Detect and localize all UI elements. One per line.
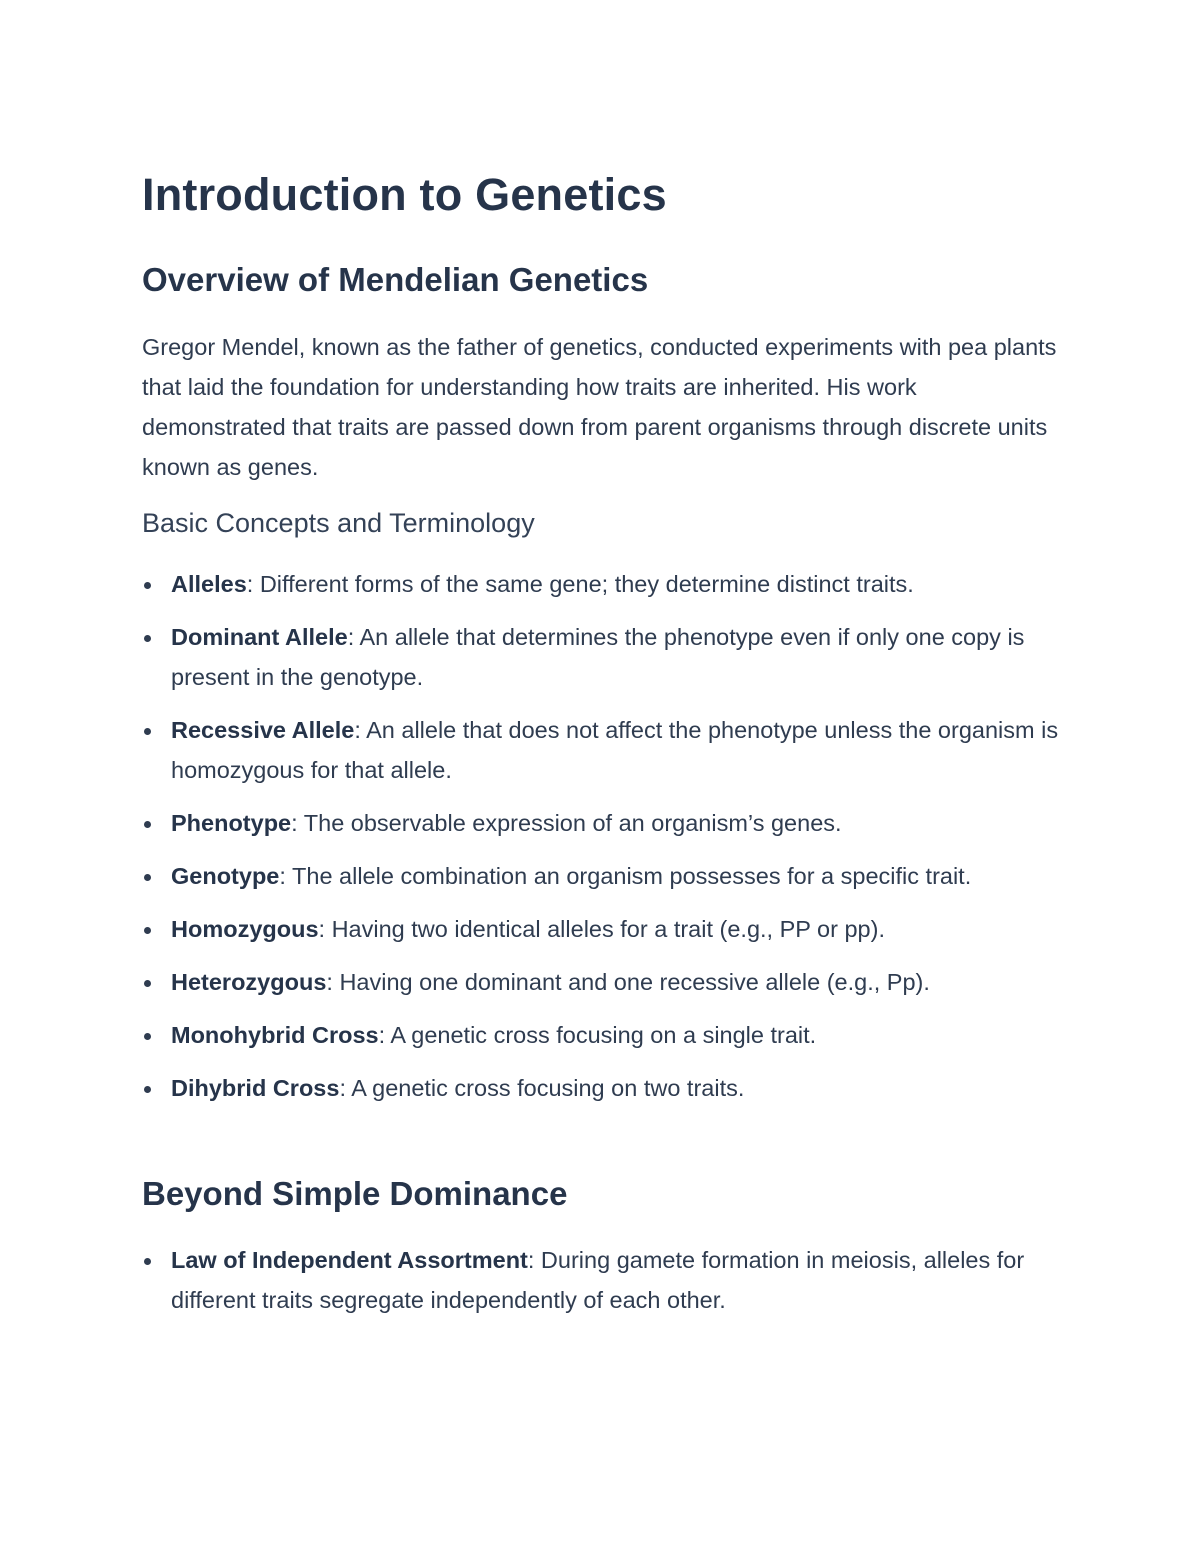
term-definition: : A genetic cross focusing on a single trait. (378, 1022, 817, 1048)
subsection-heading-basic-concepts: Basic Concepts and Terminology (142, 508, 535, 538)
term-definition: : An allele that determines the phenotype even if only one copy is present in the genotype. (171, 624, 1025, 690)
bullet-icon (144, 927, 151, 934)
term-label: Monohybrid Cross (171, 1022, 379, 1048)
list-item (142, 617, 1062, 697)
bullet-icon (144, 582, 151, 589)
bullet-icon (144, 635, 151, 642)
bullet-icon (144, 728, 151, 735)
list-item (142, 1240, 1062, 1320)
term-definition: : Different forms of the same gene; they determine distinct traits. (246, 571, 914, 597)
list-item (142, 710, 1062, 790)
term-label: Homozygous (171, 916, 319, 942)
term-label: Dominant Allele (171, 624, 348, 650)
term-definition: : During gamete formation in meiosis, alleles for different traits segregate independently of each other. (171, 1247, 1025, 1313)
intro-paragraph: Gregor Mendel, known as the father of genetics, conducted experiments with pea plants that laid the foundation for understanding how traits are inherited. His work demonstrated that traits are passed down from parent organisms through discrete units known as genes. (142, 334, 1057, 480)
term-definition: : The allele combination an organism possesses for a specific trait. (279, 863, 972, 889)
section-heading-beyond-dominance: Beyond Simple Dominance (142, 1175, 568, 1212)
bullet-icon (144, 821, 151, 828)
beyond-dominance-list (142, 1240, 1062, 1320)
term-label: Phenotype (171, 810, 292, 836)
terminology-list (142, 564, 1062, 1121)
list-item (142, 1015, 1062, 1055)
term-label: Genotype (171, 863, 280, 889)
section-heading-overview: Overview of Mendelian Genetics (142, 261, 649, 298)
bullet-icon (144, 874, 151, 881)
list-item (142, 803, 1062, 843)
term-label: Heterozygous (171, 969, 327, 995)
list-item (142, 856, 1062, 896)
bullet-icon (144, 1086, 151, 1093)
bullet-icon (144, 980, 151, 987)
list-item (142, 909, 1062, 949)
term-definition: : The observable expression of an organism’s genes. (291, 810, 842, 836)
term-label: Law of Independent Assortment (171, 1247, 528, 1273)
list-item (142, 1068, 1062, 1108)
term-definition: : Having two identical alleles for a trait (e.g., PP or pp). (318, 916, 885, 942)
term-definition: : An allele that does not affect the phenotype unless the organism is homozygous for that allele. (171, 717, 1059, 783)
term-definition: : Having one dominant and one recessive allele (e.g., Pp). (326, 969, 930, 995)
term-label: Dihybrid Cross (171, 1075, 340, 1101)
bullet-icon (144, 1258, 151, 1265)
document-title: Introduction to Genetics (142, 169, 667, 220)
bullet-icon (144, 1033, 151, 1040)
term-label: Recessive Allele (171, 717, 355, 743)
term-definition: : A genetic cross focusing on two traits. (339, 1075, 745, 1101)
list-item (142, 962, 1062, 1002)
list-item (142, 564, 1062, 604)
term-label: Alleles (171, 571, 247, 597)
